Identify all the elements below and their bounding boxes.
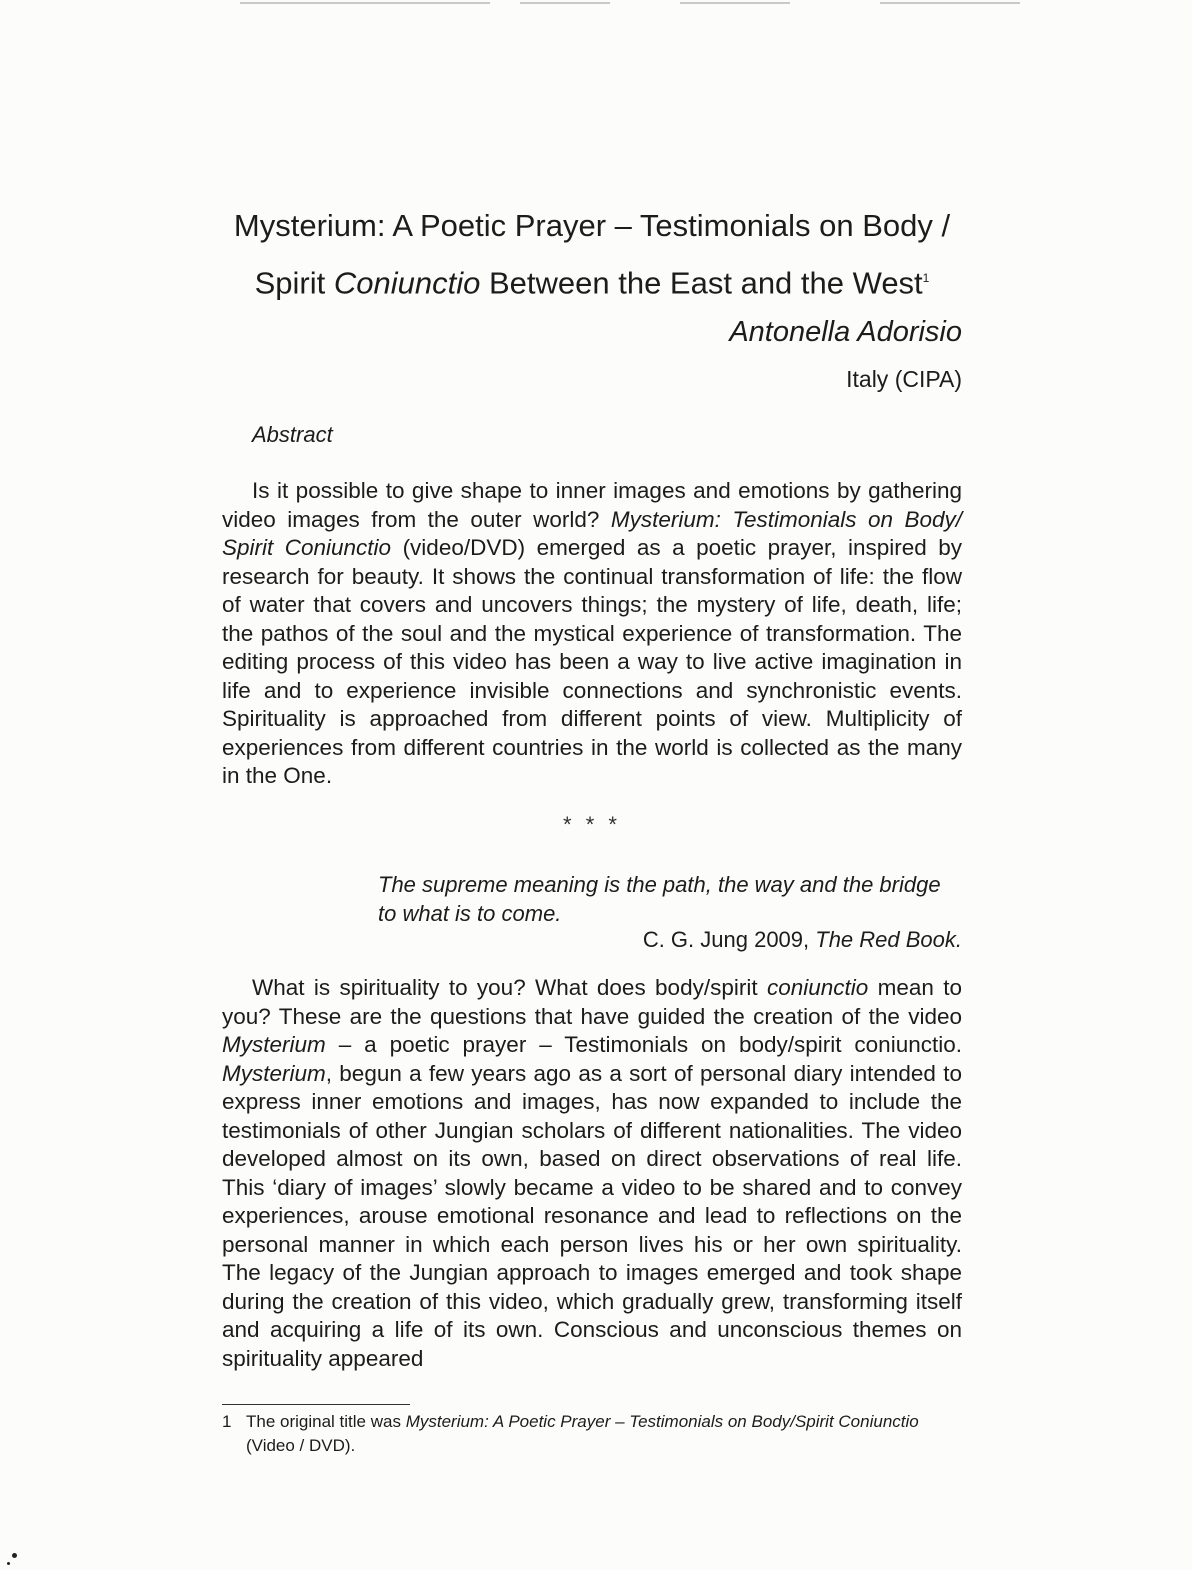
abstract-heading: Abstract [252, 422, 333, 447]
scan-edge-mark [680, 2, 790, 4]
author-affiliation: Italy (CIPA) [846, 366, 962, 392]
scan-speck [12, 1553, 17, 1558]
title-footnote-ref[interactable]: 1 [922, 271, 930, 285]
title-line-1: Mysterium: A Poetic Prayer – Testimonials on Body / [233, 208, 951, 243]
epigraph-quote: The supreme meaning is the path, the way and the bridge to what is to come. [378, 872, 941, 926]
footnote: 1 The original title was Mysterium: A Poetic Prayer – Testimonials on Body/Spirit Coniunctio (Video / DVD). [222, 1412, 919, 1455]
scan-edge-mark [520, 2, 610, 4]
footnote-divider [222, 1404, 410, 1405]
scan-edge-mark [240, 2, 490, 4]
body-paragraph: What is spirituality to you? What does body/spirit coniunctio mean to you? These are the questions that have guided the creation of the video Mysterium – a poetic prayer – Testimonials on body/spirit coniunctio. Mysterium, begun a few years ago as a sort of personal diary intended to express inner emotions and images, has now expanded to include the testimonials of other Jungian scholars of different nationalities. The video developed almost on its own, based on direct observations of real life. This ‘diary of images’ slowly became a video to be shared and to convey experiences, arouse emotional resonance and lead to reflections on the personal manner in which each person lives his or her own spirituality. The legacy of the Jungian approach to images emerged and took shape during the creation of this video, which gradually grew, transforming itself and acquiring a life of its own. Conscious and unconscious themes on spirituality appeared [222, 975, 962, 1371]
footnote-number: 1 [222, 1412, 232, 1431]
epigraph-citation: C. G. Jung 2009, The Red Book. [642, 927, 962, 952]
abstract-paragraph: Is it possible to give shape to inner images and emotions by gathering video images from the outer world? Mysterium: Testimonials on Body/ Spirit Coniunctio (video/DVD) emerged as a poetic prayer, inspired by research for beauty. It shows the continual transformation of life: the flow of water that covers and uncovers things; the mystery of life, death, life; the pathos of the soul and the mystical experience of transformation. The editing process of this video has been a way to live active imagination in life and to experience invisible connections and synchronistic events. Spirituality is approached from different points of view. Multiplicity of experiences from different countries in the world is collected as the many in the One. [222, 478, 962, 788]
article-title: Mysterium: A Poetic Prayer – Testimonials on Body / Spirit Coniunctio Between the East and the West$^1$ [233, 208, 951, 301]
section-separator: * * * [563, 812, 621, 837]
scan-speck [7, 1562, 10, 1565]
scan-edge-mark [880, 2, 1020, 4]
title-italic-term: Coniunctio [333, 265, 481, 301]
author-name: Antonella Adorisio [729, 316, 962, 348]
